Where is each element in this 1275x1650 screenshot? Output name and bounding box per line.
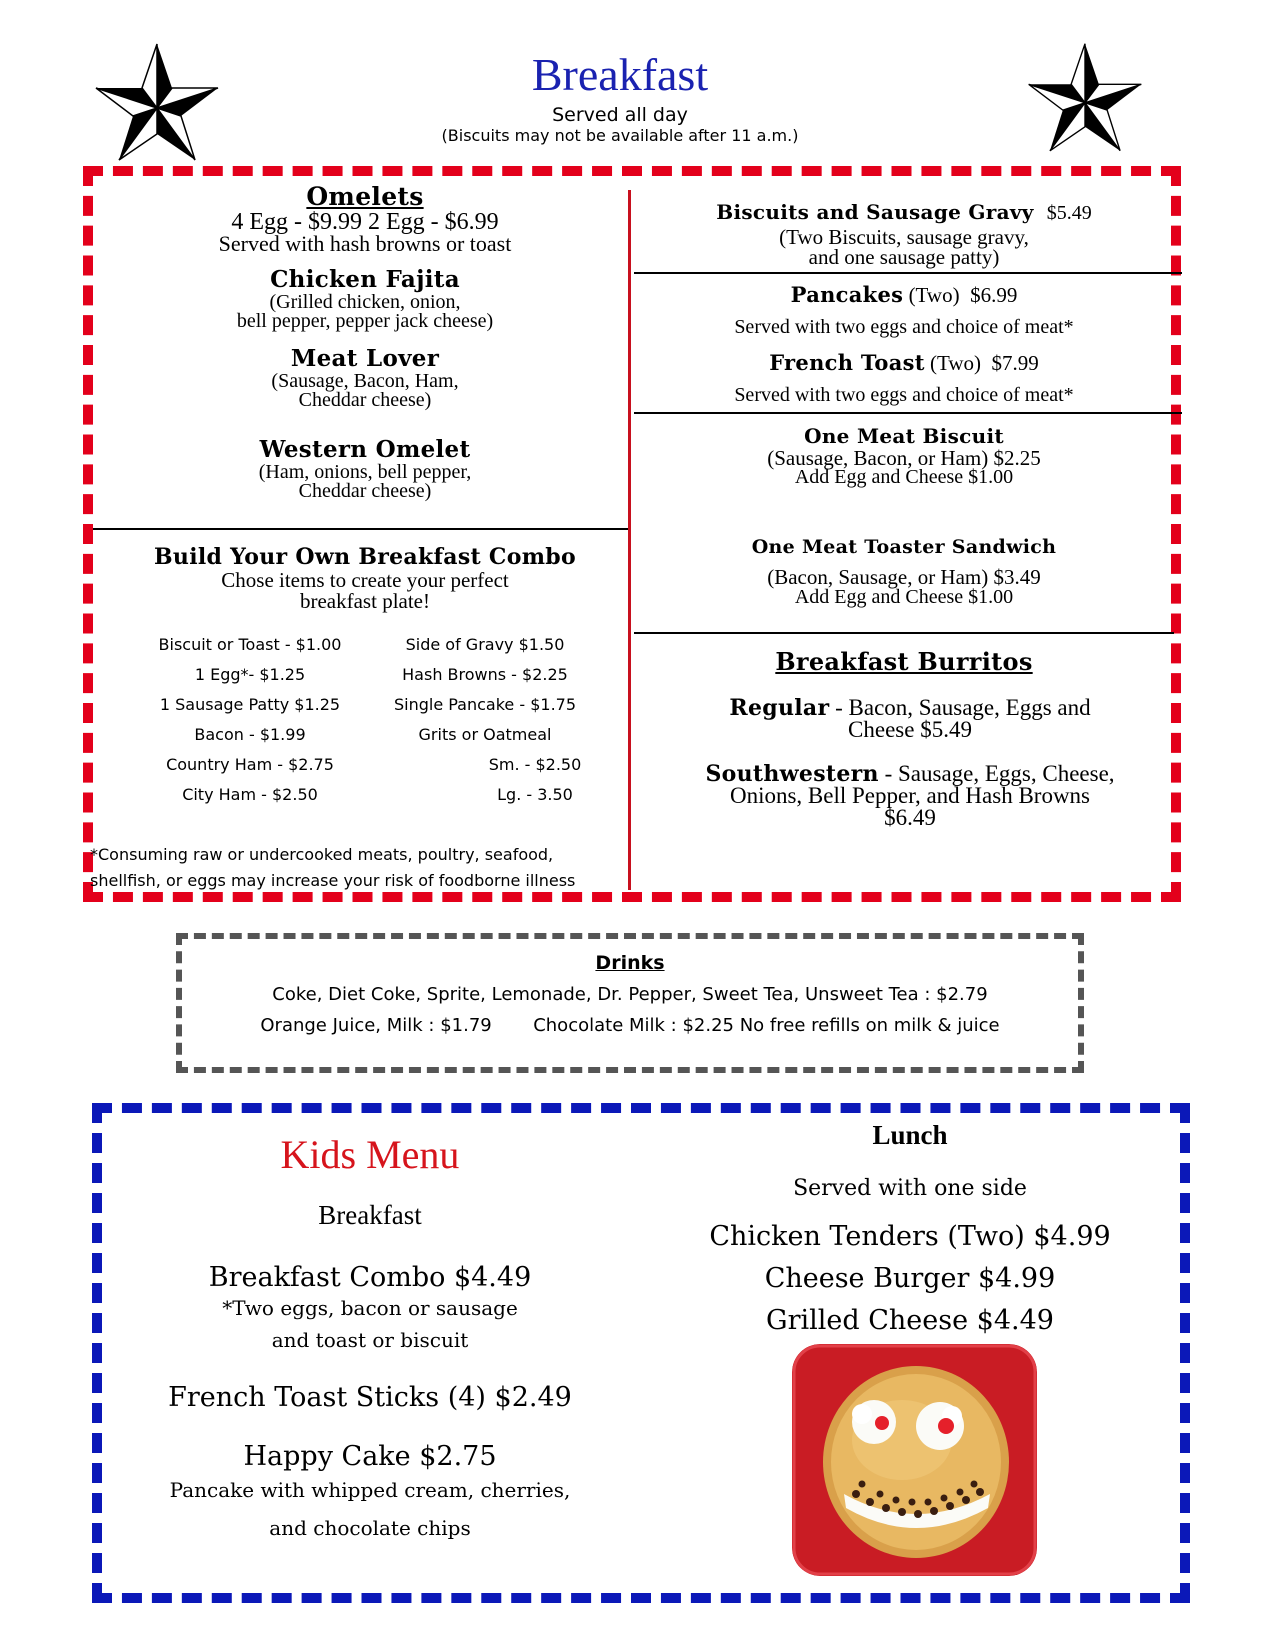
omelet-divider	[93, 528, 628, 530]
combo-item: 1 Egg*- $1.25	[194, 665, 306, 684]
combo-sub-2: breakfast plate!	[299, 589, 430, 613]
chicken-fajita-desc-2: bell pepper, pepper jack cheese)	[236, 310, 494, 332]
burrito-regular-desc-2: Cheese $5.49	[848, 717, 972, 742]
kids-happy-desc-2: and chocolate chips	[269, 1516, 471, 1540]
pancakes-qty: (Two)	[908, 283, 960, 307]
french-toast-served: Served with two eggs and choice of meat*	[734, 384, 1074, 406]
meat-biscuit-desc: (Sausage, Bacon, or Ham) $2.25	[767, 446, 1041, 470]
meat-biscuit-name: One Meat Biscuit	[804, 424, 1004, 448]
biscuits-gravy-desc-1: (Two Biscuits, sausage gravy,	[779, 225, 1029, 249]
burrito-southwestern-desc-1: - Sausage, Eggs, Cheese,	[878, 761, 1115, 786]
drinks-line-2b: Chocolate Milk : $2.25 No free refills on milk & juice	[533, 1015, 1000, 1036]
burrito-southwestern-desc-2: Onions, Bell Pepper, and Hash Browns	[729, 783, 1090, 808]
foodborne-warning-2: shellfish, or eggs may increase your risk of foodborne illness	[90, 871, 576, 890]
biscuits-gravy-price: $5.49	[1046, 202, 1092, 224]
combo-item: Country Ham - $2.75	[166, 755, 334, 774]
combo-item: Lg. - 3.50	[497, 785, 573, 804]
combo-item: 1 Sausage Patty $1.25	[159, 695, 341, 714]
western-omelet-name: Western Omelet	[259, 436, 471, 463]
drinks-line-1: Coke, Diet Coke, Sprite, Lemonade, Dr. Pepper, Sweet Tea, Unsweet Tea : $2.79	[272, 984, 988, 1005]
toaster-sandwich-addon: Add Egg and Cheese $1.00	[794, 586, 1014, 608]
omelets-served: Served with hash browns or toast	[218, 231, 512, 256]
french-toast-price: $7.99	[991, 351, 1039, 375]
meat-lover-desc-1: (Sausage, Bacon, Ham,	[271, 370, 459, 392]
burrito-regular-desc-1: - Bacon, Sausage, Eggs and	[829, 695, 1091, 720]
omelets-heading: Omelets	[306, 182, 424, 211]
burrito-southwestern-price: $6.49	[884, 805, 936, 830]
french-toast-qty: (Two)	[930, 351, 982, 375]
combo-item: City Ham - $2.50	[182, 785, 318, 804]
drinks-line-2a: Orange Juice, Milk : $1.79	[260, 1015, 492, 1036]
biscuits-gravy-desc-2: and one sausage patty)	[808, 245, 1000, 269]
pancakes-price: $6.99	[970, 283, 1018, 307]
sandwich-divider	[634, 632, 1174, 634]
kids-cheese-burger: Cheese Burger $4.99	[764, 1263, 1056, 1294]
kids-breakfast-combo: Breakfast Combo $4.49	[208, 1262, 532, 1293]
chicken-fajita-name: Chicken Fajita	[270, 266, 460, 293]
gravy-divider	[634, 272, 1182, 274]
meat-biscuit-addon: Add Egg and Cheese $1.00	[794, 466, 1014, 488]
chicken-fajita-desc-1: (Grilled chicken, onion,	[269, 291, 461, 313]
kids-combo-desc-2: and toast or biscuit	[271, 1328, 469, 1352]
omelets-prices: 4 Egg - $9.99 2 Egg - $6.99	[231, 209, 499, 235]
combo-item: Hash Browns - $2.25	[402, 665, 568, 684]
toaster-sandwich-name: One Meat Toaster Sandwich	[751, 536, 1057, 558]
happy-cake-photo	[792, 1344, 1037, 1576]
combo-item: Sm. - $2.50	[488, 755, 582, 774]
biscuits-gravy-name: Biscuits and Sausage Gravy	[716, 200, 1034, 224]
combo-item: Bacon - $1.99	[194, 725, 306, 744]
toaster-sandwich-desc: (Bacon, Sausage, or Ham) $3.49	[767, 565, 1041, 589]
kids-menu-heading: Kids Menu	[280, 1132, 460, 1177]
kids-combo-desc-1: *Two eggs, bacon or sausage	[222, 1296, 518, 1320]
drinks-heading: Drinks	[595, 952, 665, 974]
combo-item: Side of Gravy $1.50	[405, 635, 565, 654]
foodborne-warning-1: *Consuming raw or undercooked meats, poultry, seafood,	[90, 845, 554, 864]
combo-item: Single Pancake - $1.75	[393, 695, 577, 714]
combo-sub-1: Chose items to create your perfect	[221, 568, 509, 592]
kids-french-toast-sticks: French Toast Sticks (4) $2.49	[168, 1382, 572, 1413]
kids-lunch-heading: Lunch	[872, 1120, 948, 1150]
pancakes-served: Served with two eggs and choice of meat*	[734, 316, 1074, 338]
meat-lover-desc-2: Cheddar cheese)	[298, 389, 432, 411]
kids-grilled-cheese: Grilled Cheese $4.49	[766, 1305, 1054, 1336]
kids-breakfast-heading: Breakfast	[318, 1200, 422, 1230]
kids-lunch-sub: Served with one side	[793, 1176, 1027, 1201]
burrito-regular-name: Regular	[729, 695, 830, 721]
pancake-divider	[634, 412, 1182, 414]
page-title: Breakfast	[531, 49, 709, 100]
combo-item: Grits or Oatmeal	[418, 725, 552, 744]
western-omelet-desc-2: Cheddar cheese)	[298, 480, 432, 502]
pancakes-name: Pancakes	[790, 282, 904, 307]
meat-lover-name: Meat Lover	[290, 345, 440, 372]
kids-happy-desc-1: Pancake with whipped cream, cherries,	[169, 1478, 571, 1502]
french-toast-name: French Toast	[769, 350, 925, 375]
kids-chicken-tenders: Chicken Tenders (Two) $4.99	[709, 1221, 1111, 1252]
burrito-southwestern-name: Southwestern	[705, 761, 879, 787]
biscuit-note: (Biscuits may not be available after 11 a.m.)	[441, 126, 799, 145]
burritos-heading: Breakfast Burritos	[775, 647, 1033, 676]
page-subtitle: Served all day	[552, 104, 688, 126]
combo-item: Biscuit or Toast - $1.00	[158, 635, 342, 654]
western-omelet-desc-1: (Ham, onions, bell pepper,	[258, 461, 472, 483]
kids-happy-cake: Happy Cake $2.75	[243, 1441, 497, 1472]
combo-heading: Build Your Own Breakfast Combo	[154, 544, 576, 570]
